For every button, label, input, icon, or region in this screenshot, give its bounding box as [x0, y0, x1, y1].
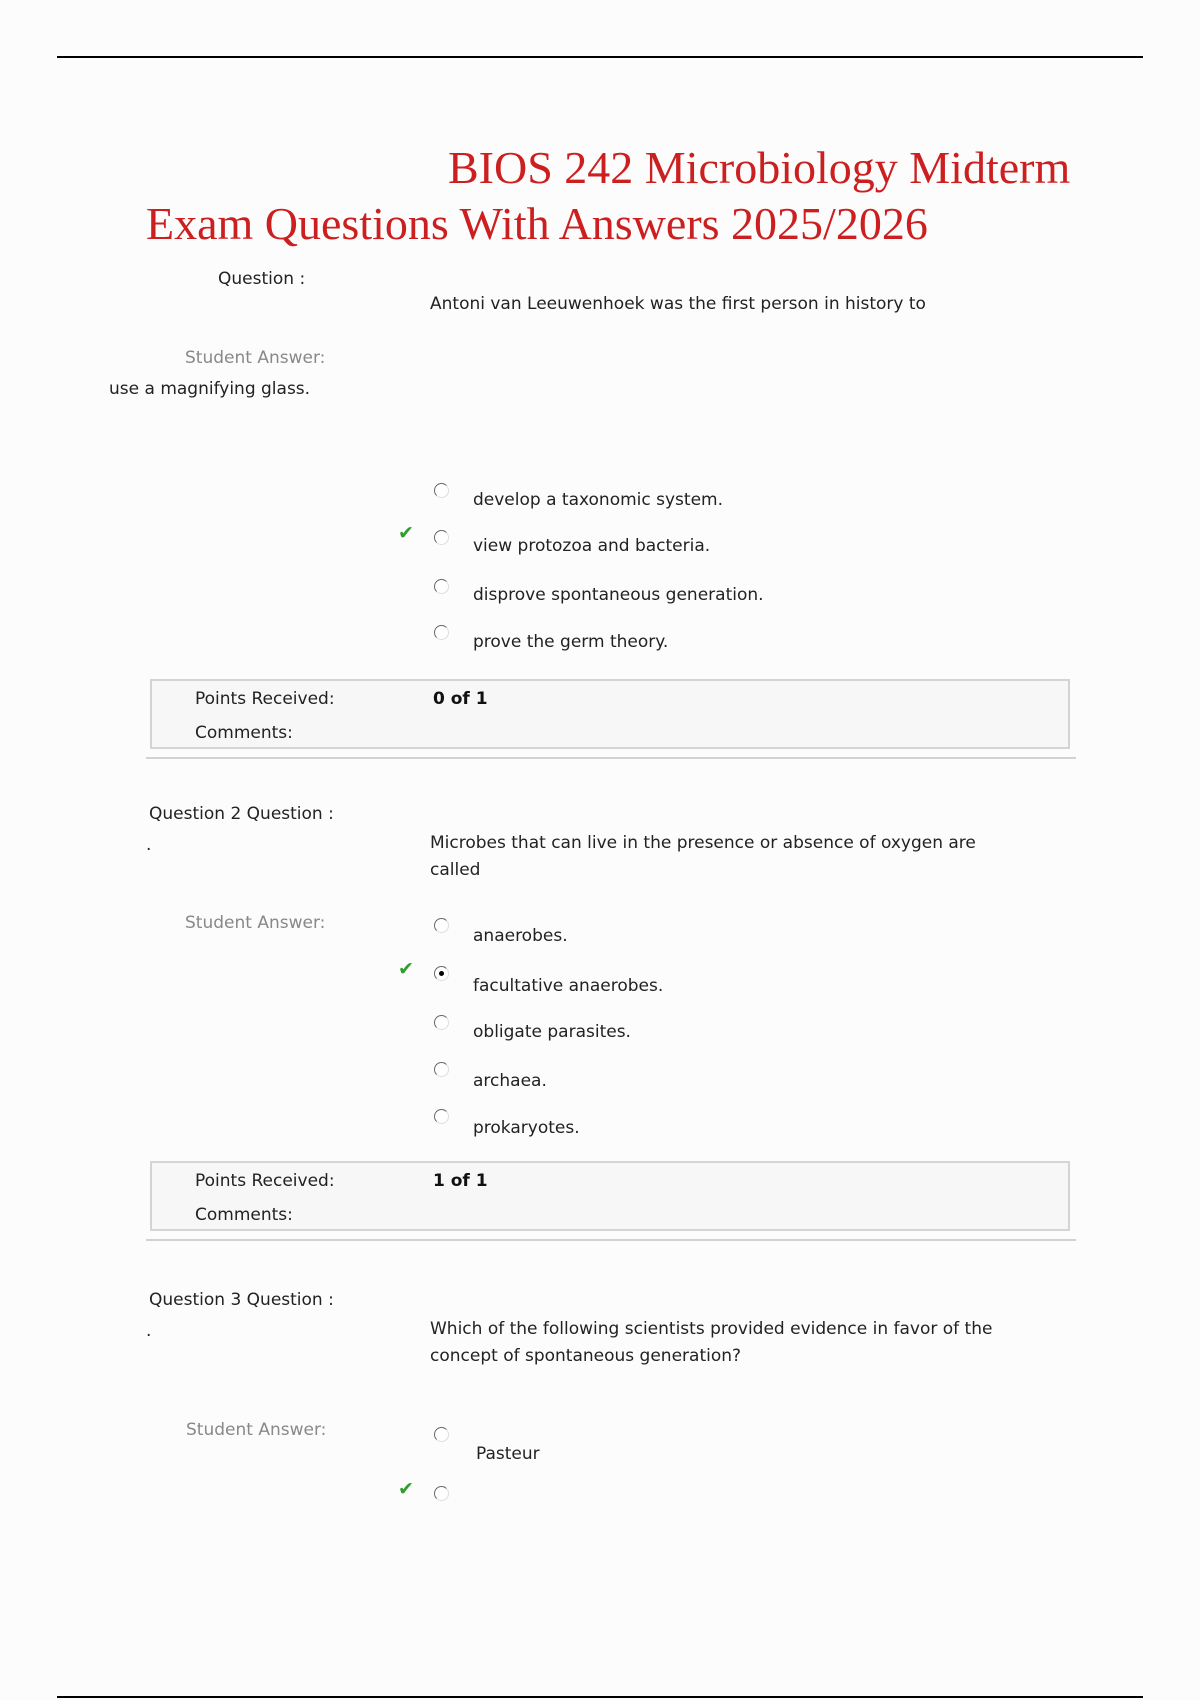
question-2-points-value: 1 of 1 — [433, 1171, 488, 1191]
radio-button-icon[interactable] — [434, 1062, 449, 1077]
question-1-heading: Question : — [218, 269, 306, 289]
question-2-option-1: anaerobes. — [473, 926, 568, 946]
radio-button-icon[interactable] — [434, 483, 449, 498]
question-1-option-2: view protozoa and bacteria. — [473, 536, 711, 556]
radio-button-icon[interactable] — [434, 579, 449, 594]
radio-button-icon[interactable] — [434, 1486, 449, 1501]
question-2-points-label: Points Received: — [195, 1171, 335, 1191]
question-1-comments-label: Comments: — [195, 723, 293, 743]
question-2-separator — [146, 1239, 1076, 1241]
radio-button-icon[interactable] — [434, 1015, 449, 1030]
top-rule — [57, 56, 1143, 58]
question-1-option-3: disprove spontaneous generation. — [473, 585, 764, 605]
question-2-comments-label: Comments: — [195, 1205, 293, 1225]
question-2-option-3: obligate parasites. — [473, 1022, 631, 1042]
checkmark-icon: ✔ — [398, 958, 414, 980]
question-2-text: Microbes that can live in the presence or absence of oxygen are called — [430, 833, 976, 880]
question-2-student-answer-label: Student Answer: — [185, 913, 326, 933]
question-3-heading: Question 3 Question : — [149, 1290, 334, 1310]
question-3-option-1: Pasteur — [476, 1444, 540, 1464]
question-1-option-1: develop a taxonomic system. — [473, 490, 724, 510]
question-1-option-4: prove the germ theory. — [473, 632, 669, 652]
question-2-heading: Question 2 Question : — [149, 804, 334, 824]
document-title-line-2: Exam Questions With Answers 2025/2026 — [146, 198, 928, 249]
radio-button-icon[interactable] — [434, 1427, 449, 1442]
question-1-points-value: 0 of 1 — [433, 689, 488, 709]
question-2-dot: . — [146, 835, 152, 855]
question-2-option-5: prokaryotes. — [473, 1118, 580, 1138]
question-1-student-answer-value: use a magnifying glass. — [109, 379, 311, 399]
question-1-text: Antoni van Leeuwenhoek was the first person in history to — [430, 294, 926, 314]
radio-button-icon[interactable] — [434, 918, 449, 933]
bottom-rule — [57, 1696, 1143, 1698]
question-3-student-answer-label: Student Answer: — [186, 1420, 327, 1440]
checkmark-icon: ✔ — [398, 522, 414, 544]
radio-button-icon[interactable] — [434, 966, 449, 981]
question-3-text: Which of the following scientists provided evidence in favor of the concept of spontaneous generation? — [430, 1319, 993, 1366]
question-1-student-answer-label: Student Answer: — [185, 348, 326, 368]
document-title-line-1: BIOS 242 Microbiology Midterm — [448, 142, 1071, 193]
question-3-dot: . — [146, 1321, 152, 1341]
question-2-option-2: facultative anaerobes. — [473, 976, 664, 996]
question-2-option-4: archaea. — [473, 1071, 547, 1091]
radio-button-icon[interactable] — [434, 1109, 449, 1124]
checkmark-icon: ✔ — [398, 1478, 414, 1500]
question-1-points-label: Points Received: — [195, 689, 335, 709]
question-1-separator — [146, 757, 1076, 759]
radio-button-icon[interactable] — [434, 530, 449, 545]
radio-button-icon[interactable] — [434, 625, 449, 640]
